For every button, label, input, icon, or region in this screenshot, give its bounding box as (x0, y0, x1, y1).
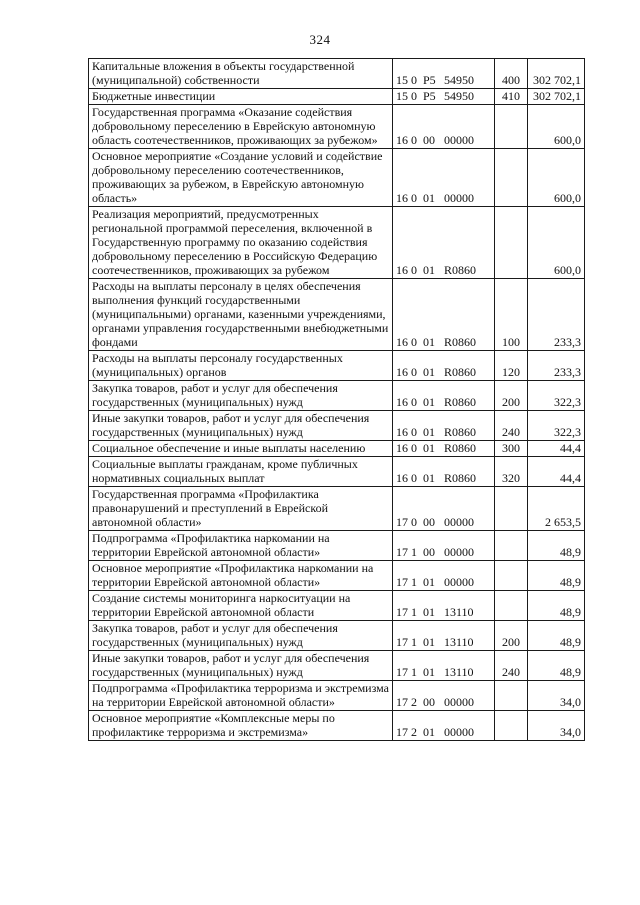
program-code-cell (393, 105, 495, 149)
amount-cell: 322,3 (528, 381, 585, 411)
expense-name-cell: Иные закупки товаров, работ и услуг для обеспечения государственных (муниципальных) нужд (89, 411, 393, 441)
code-part-1: 16 (396, 365, 408, 379)
expense-name-cell: Закупка товаров, работ и услуг для обеспечения государственных (муниципальных) нужд (89, 381, 393, 411)
code-part-4: 00000 (444, 133, 474, 147)
table-row (89, 59, 585, 89)
expense-name-cell: Государственная программа «Профилактика правонарушений и преступлений в Еврейской автономной области» (89, 487, 393, 531)
code-part-3: P5 (423, 73, 436, 87)
code-part-1: 16 (396, 263, 408, 277)
expense-type-cell (495, 105, 528, 149)
code-part-3: 01 (423, 441, 435, 455)
amount-cell: 233,3 (528, 351, 585, 381)
expense-type-cell (495, 591, 528, 621)
code-part-2: 0 (411, 263, 417, 277)
code-part-1: 16 (396, 395, 408, 409)
amount-cell: 44,4 (528, 441, 585, 457)
expense-name-cell: Закупка товаров, работ и услуг для обеспечения государственных (муниципальных) нужд (89, 621, 393, 651)
code-part-4: R0860 (444, 425, 477, 439)
budget-table-body (89, 59, 585, 741)
expense-type-cell (495, 487, 528, 531)
program-code-cell (393, 591, 495, 621)
amount-cell: 34,0 (528, 681, 585, 711)
table-row (89, 381, 585, 411)
code-part-3: 01 (423, 395, 435, 409)
program-code-cell (393, 89, 495, 105)
table-row (89, 651, 585, 681)
amount-cell: 34,0 (528, 711, 585, 741)
code-part-1: 16 (396, 425, 408, 439)
expense-type-cell: 300 (495, 441, 528, 457)
code-part-1: 16 (396, 441, 408, 455)
program-code-cell (393, 651, 495, 681)
expense-type-cell: 120 (495, 351, 528, 381)
expense-name-cell: Расходы на выплаты персоналу в целях обеспечения выполнения функций государственными (муниципальными) органами, казенными учреждениями, органами управления государственными внебюджетными фондами (89, 279, 393, 351)
code-part-1: 16 (396, 471, 408, 485)
code-part-4: 13110 (444, 665, 474, 679)
amount-cell: 48,9 (528, 591, 585, 621)
table-row (89, 279, 585, 351)
code-part-4: R0860 (444, 335, 477, 349)
code-part-2: 0 (411, 395, 417, 409)
code-part-3: 01 (423, 635, 435, 649)
code-part-3: 00 (423, 545, 435, 559)
expense-name-cell: Реализация мероприятий, предусмотренных региональной программой переселения, включенной в Государственную программу по оказанию содействия добровольному переселению в Российскую Федерацию соотечественников, проживающих за рубежом (89, 207, 393, 279)
code-part-2: 0 (411, 441, 417, 455)
expense-type-cell: 100 (495, 279, 528, 351)
table-row (89, 207, 585, 279)
code-part-4: 00000 (444, 515, 474, 529)
table-row (89, 711, 585, 741)
code-part-4: R0860 (444, 263, 477, 277)
expense-name-cell: Расходы на выплаты персоналу государственных (муниципальных) органов (89, 351, 393, 381)
table-row (89, 411, 585, 441)
program-code-cell (393, 149, 495, 207)
code-part-2: 1 (411, 545, 417, 559)
code-part-4: 00000 (444, 545, 474, 559)
amount-cell: 48,9 (528, 621, 585, 651)
code-part-3: 00 (423, 695, 435, 709)
amount-cell: 233,3 (528, 279, 585, 351)
expense-name-cell: Основное мероприятие «Создание условий и содействие добровольному переселению соотечественников, проживающих за рубежом, в Еврейскую автономную область» (89, 149, 393, 207)
code-part-3: 01 (423, 575, 435, 589)
program-code-cell (393, 351, 495, 381)
code-part-3: 01 (423, 365, 435, 379)
expense-type-cell: 200 (495, 621, 528, 651)
code-part-4: 13110 (444, 605, 474, 619)
code-part-2: 0 (411, 515, 417, 529)
code-part-1: 15 (396, 73, 408, 87)
code-part-3: P5 (423, 89, 436, 103)
program-code-cell (393, 381, 495, 411)
code-part-4: 54950 (444, 89, 474, 103)
page-number: 324 (309, 32, 331, 47)
program-code-cell (393, 279, 495, 351)
code-part-2: 0 (411, 335, 417, 349)
program-code-cell (393, 681, 495, 711)
amount-cell: 302 702,1 (528, 89, 585, 105)
amount-cell: 2 653,5 (528, 487, 585, 531)
table-row (89, 591, 585, 621)
expense-name-cell: Основное мероприятие «Профилактика наркомании на территории Еврейской автономной области» (89, 561, 393, 591)
amount-cell: 600,0 (528, 149, 585, 207)
amount-cell: 322,3 (528, 411, 585, 441)
expense-name-cell: Социальное обеспечение и иные выплаты населению (89, 441, 393, 457)
program-code-cell (393, 561, 495, 591)
code-part-4: 00000 (444, 695, 474, 709)
expense-name-cell: Социальные выплаты гражданам, кроме публичных нормативных социальных выплат (89, 457, 393, 487)
code-part-1: 16 (396, 133, 408, 147)
amount-cell: 600,0 (528, 105, 585, 149)
code-part-3: 01 (423, 335, 435, 349)
code-part-3: 01 (423, 425, 435, 439)
code-part-1: 17 (396, 545, 408, 559)
expense-type-cell (495, 207, 528, 279)
code-part-4: R0860 (444, 471, 477, 485)
expense-type-cell (495, 681, 528, 711)
expense-type-cell: 240 (495, 411, 528, 441)
code-part-1: 17 (396, 725, 408, 739)
code-part-1: 16 (396, 191, 408, 205)
amount-cell: 48,9 (528, 561, 585, 591)
expense-type-cell: 410 (495, 89, 528, 105)
code-part-2: 1 (411, 575, 417, 589)
program-code-cell (393, 487, 495, 531)
expense-name-cell: Подпрограмма «Профилактика наркомании на территории Еврейской автономной области» (89, 531, 393, 561)
code-part-3: 01 (423, 191, 435, 205)
code-part-2: 1 (411, 635, 417, 649)
table-row (89, 487, 585, 531)
expense-name-cell: Основное мероприятие «Комплексные меры по профилактике терроризма и экстремизма» (89, 711, 393, 741)
code-part-2: 0 (411, 191, 417, 205)
code-part-1: 17 (396, 605, 408, 619)
expense-name-cell: Подпрограмма «Профилактика терроризма и экстремизма на территории Еврейской автономной области» (89, 681, 393, 711)
program-code-cell (393, 207, 495, 279)
code-part-4: 00000 (444, 725, 474, 739)
table-row (89, 441, 585, 457)
code-part-1: 17 (396, 515, 408, 529)
code-part-1: 17 (396, 635, 408, 649)
program-code-cell (393, 441, 495, 457)
table-row (89, 681, 585, 711)
expense-type-cell: 200 (495, 381, 528, 411)
expense-type-cell (495, 711, 528, 741)
program-code-cell (393, 457, 495, 487)
table-row (89, 351, 585, 381)
table-row (89, 531, 585, 561)
code-part-4: 13110 (444, 635, 474, 649)
code-part-2: 0 (411, 73, 417, 87)
expense-type-cell: 400 (495, 59, 528, 89)
code-part-3: 00 (423, 133, 435, 147)
code-part-2: 0 (411, 425, 417, 439)
table-row (89, 621, 585, 651)
expense-type-cell (495, 149, 528, 207)
code-part-3: 01 (423, 665, 435, 679)
amount-cell: 48,9 (528, 531, 585, 561)
table-row (89, 561, 585, 591)
code-part-4: 00000 (444, 191, 474, 205)
code-part-2: 1 (411, 665, 417, 679)
code-part-2: 0 (411, 89, 417, 103)
program-code-cell (393, 711, 495, 741)
code-part-2: 0 (411, 365, 417, 379)
code-part-3: 01 (423, 471, 435, 485)
amount-cell: 44,4 (528, 457, 585, 487)
program-code-cell (393, 411, 495, 441)
table-row (89, 457, 585, 487)
code-part-4: R0860 (444, 395, 477, 409)
code-part-2: 0 (411, 133, 417, 147)
code-part-2: 2 (411, 695, 417, 709)
code-part-1: 16 (396, 335, 408, 349)
expense-name-cell: Государственная программа «Оказание содействия добровольному переселению в Еврейскую автономную область соотечественников, проживающих за рубежом» (89, 105, 393, 149)
code-part-1: 17 (396, 665, 408, 679)
amount-cell: 302 702,1 (528, 59, 585, 89)
code-part-4: R0860 (444, 365, 477, 379)
code-part-1: 17 (396, 695, 408, 709)
code-part-1: 17 (396, 575, 408, 589)
program-code-cell (393, 621, 495, 651)
expense-type-cell (495, 531, 528, 561)
code-part-3: 01 (423, 605, 435, 619)
table-row (89, 149, 585, 207)
expense-type-cell (495, 561, 528, 591)
expense-type-cell: 320 (495, 457, 528, 487)
table-row (89, 89, 585, 105)
expense-name-cell: Бюджетные инвестиции (89, 89, 393, 105)
code-part-2: 0 (411, 471, 417, 485)
code-part-2: 1 (411, 605, 417, 619)
expense-name-cell: Создание системы мониторинга наркоситуации на территории Еврейской автономной области (89, 591, 393, 621)
amount-cell: 48,9 (528, 651, 585, 681)
code-part-2: 2 (411, 725, 417, 739)
program-code-cell (393, 531, 495, 561)
code-part-4: R0860 (444, 441, 477, 455)
table-row (89, 105, 585, 149)
code-part-3: 00 (423, 515, 435, 529)
budget-table (88, 58, 585, 741)
code-part-3: 01 (423, 263, 435, 277)
code-part-4: 54950 (444, 73, 474, 87)
expense-name-cell: Иные закупки товаров, работ и услуг для обеспечения государственных (муниципальных) нужд (89, 651, 393, 681)
expense-name-cell: Капитальные вложения в объекты государственной (муниципальной) собственности (89, 59, 393, 89)
code-part-4: 00000 (444, 575, 474, 589)
code-part-3: 01 (423, 725, 435, 739)
code-part-1: 15 (396, 89, 408, 103)
expense-type-cell: 240 (495, 651, 528, 681)
program-code-cell (393, 59, 495, 89)
amount-cell: 600,0 (528, 207, 585, 279)
